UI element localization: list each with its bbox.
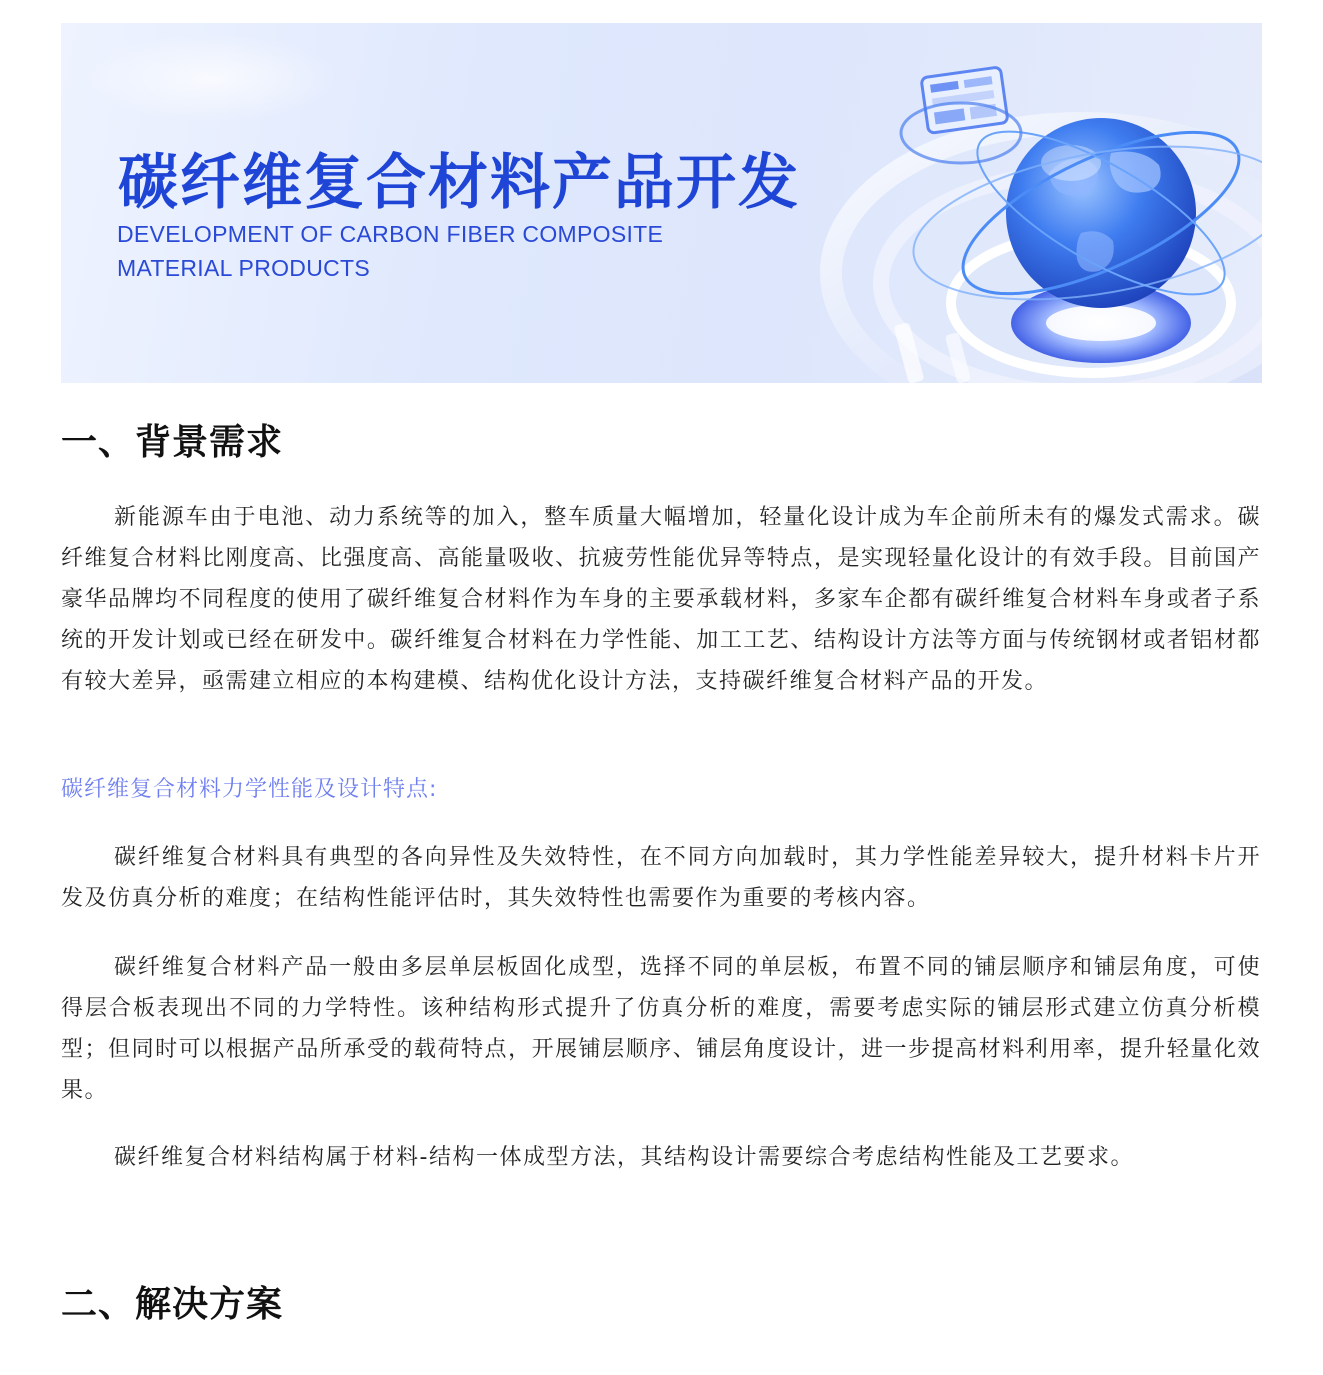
subheading-mechanical-properties: 碳纤维复合材料力学性能及设计特点: bbox=[61, 777, 438, 802]
paragraph-integrated-forming: 碳纤维复合材料结构属于材料-结构一体成型方法，其结构设计需要综合考虑结构性能及工艺要求。 bbox=[114, 1145, 1134, 1170]
paragraph-laminate: 碳纤维复合材料产品一般由多层单层板固化成型，选择不同的单层板，布置不同的铺层顺序和铺层角度，可使得层合板表现出不同的力学特性。该种结构形式提升了仿真分析的难度，需要考虑实际的铺层形式建立仿真分析模型；但同时可以根据产品所承受的载荷特点，开展铺层顺序、铺层角度设计，进一步提高材料利用率，提升轻量化效果。 bbox=[61, 955, 1261, 1103]
banner-title: 碳纤维复合材料产品开发 bbox=[118, 148, 800, 218]
globe-illustration bbox=[781, 23, 1262, 383]
hero-banner bbox=[61, 23, 1262, 383]
section-heading-background: 一、背景需求 bbox=[61, 422, 284, 463]
section-heading-solution: 二、解决方案 bbox=[61, 1284, 284, 1325]
banner-subtitle: DEVELOPMENT OF CARBON FIBER COMPOSITE MATERIAL PRODUCTS bbox=[117, 221, 664, 281]
paragraph-background: 新能源车由于电池、动力系统等的加入，整车质量大幅增加，轻量化设计成为车企前所未有的爆发式需求。碳纤维复合材料比刚度高、比强度高、高能量吸收、抗疲劳性能优异等特点，是实现轻量化设计的有效手段。目前国产豪华品牌均不同程度的使用了碳纤维复合材料作为车身的主要承载材料，多家车企都有碳纤维复合材料车身或者子系统的开发计划或已经在研发中。碳纤维复合材料在力学性能、加工工艺、结构设计方法等方面与传统钢材或者铝材都有较大差异，亟需建立相应的本构建模、结构优化设计方法，支持碳纤维复合材料产品的开发。 bbox=[61, 505, 1261, 694]
paragraph-anisotropy: 碳纤维复合材料具有典型的各向异性及失效特性，在不同方向加载时，其力学性能差异较大，提升材料卡片开发及仿真分析的难度；在结构性能评估时，其失效特性也需要作为重要的考核内容。 bbox=[61, 845, 1261, 911]
banner-glow bbox=[81, 33, 341, 123]
